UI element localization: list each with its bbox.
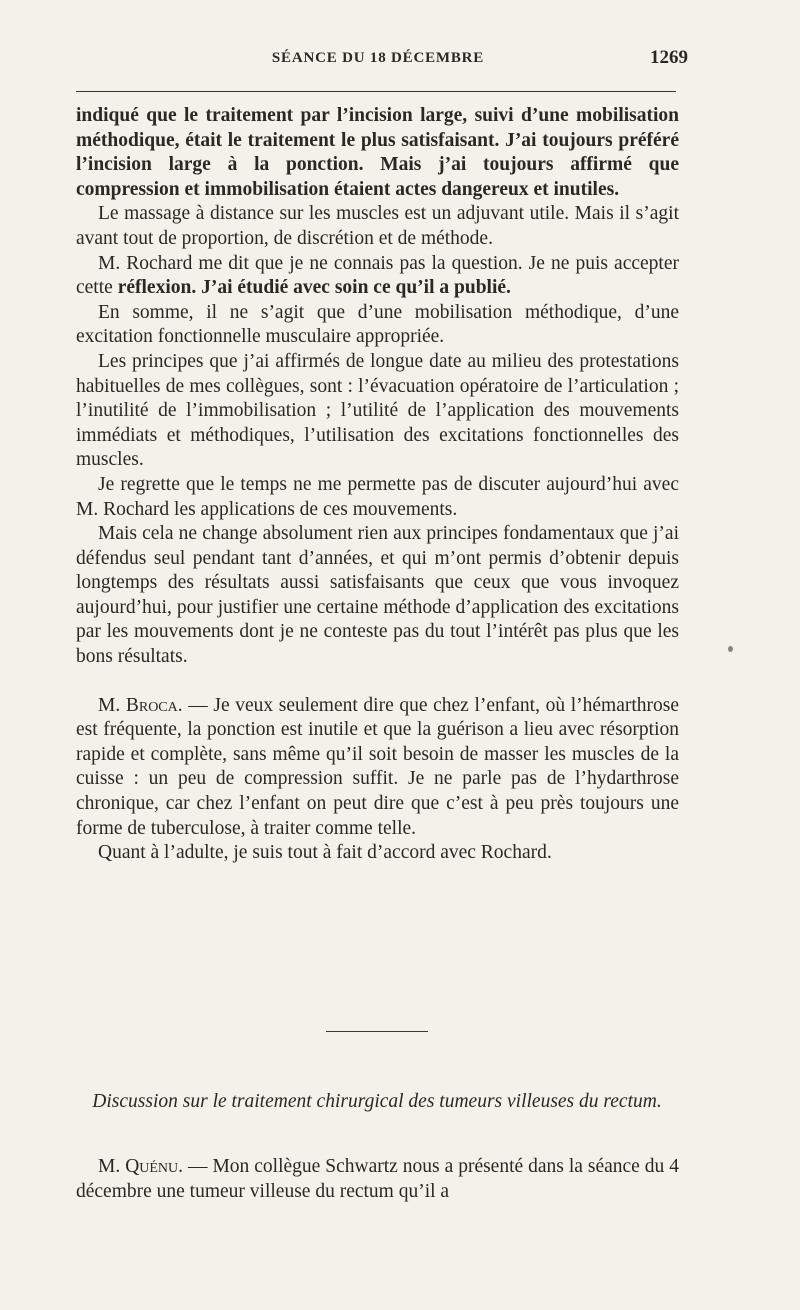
paragraph-3-part-a: M. Rochard me dit que je ne connais pas la question. Je ne puis accepter cette [76, 252, 679, 299]
quenu-text-content: . — Mon collègue Schwartz nous a présenté dans la séance du 4 décembre une tumeur villeuse du rectum qu’il a [76, 1156, 679, 1202]
paragraph-6: Je regrette que le temps ne me permette pas de discuter aujourd’hui avec M. Rochard les applications de ces mouvements. [76, 473, 679, 520]
running-title: SÉANCE DU 18 DÉCEMBRE [271, 50, 485, 66]
main-text [76, 104, 679, 866]
broca-text: . — Je veux seulement dire que chez l’enfant, où l’hémarthrose est fréquente, la ponction est inutile et que la guérison a lieu avec résorption rapide et complète, sans même qu’il soit besoin de masser les muscles de la cuisse : un peu de compression suffit. Je ne parle pas de l’hydarthrose chronique, car chez l’enfant on peut dire que c’est à peu près toujours une forme de tuberculose, à traiter comme telle. [76, 694, 679, 839]
quenu-text [76, 1155, 679, 1204]
ink-speck [728, 646, 733, 652]
speaker-prefix: M. [98, 1156, 126, 1177]
speaker-name-quenu: Quénu [125, 1156, 179, 1177]
paragraph-quenu [76, 1155, 679, 1204]
header-rule [76, 91, 676, 92]
paragraph-4: En somme, il ne s’agit que d’une mobilisation méthodique, d’une excitation fonctionnelle musculaire appropriée. [76, 301, 679, 348]
paragraph-3 [76, 252, 679, 301]
speaker-prefix: M. [98, 694, 126, 716]
paragraph-7: Mais cela ne change absolument rien aux principes fondamentaux que j’ai défendus seul pendant tant d’années, et qui m’ont permis d’obtenir depuis longtemps des résultats aussi satisfaisants que ceux que vous invoquez aujourd’hui, pour justifier une certaine méthode d’application des excitations par les mouvements dont je ne conteste pas du tout l’intérêt pas plus que les bons résultats. [76, 523, 679, 668]
page-number: 1269 [650, 47, 688, 68]
paragraph-3-part-b: réflexion. J’ai étudié avec soin ce qu’il a publié. [117, 277, 511, 299]
paragraph-2: Le massage à distance sur les muscles est un adjuvant utile. Mais il s’agit avant tout de proportion, de discrétion et de méthode. [76, 203, 679, 249]
spacer [76, 670, 679, 694]
paragraph-1: indiqué que le traitement par l’incision large, suivi d’une mobilisation méthodique, était le traitement le plus satisfaisant. J’ai toujours préféré l’incision large à la ponction. Mais j’ai toujours affirmé que compression et immobilisation étaient actes dangereux et inutiles. [76, 105, 679, 200]
speaker-name-broca: Broca [125, 694, 178, 716]
paragraph-broca-closing: Quant à l’adulte, je suis tout à fait d’accord avec Rochard. [98, 842, 552, 864]
running-head [76, 47, 688, 74]
paragraph-broca [76, 694, 679, 842]
section-separator [326, 1031, 428, 1032]
paragraph-5: Les principes que j’ai affirmés de longue date au milieu des protestations habituelles de mes collègues, sont : l’évacuation opératoire de l’articulation ; l’inutilité de l’immobilisation ; l’utilité de l’application des mouvements immédiats et méthodiques, l’utilisation des excitations fonctionnelles des muscles. [76, 350, 679, 471]
section-title: Discussion sur le traitement chirurgical des tumeurs villeuses du rectum. [92, 1091, 662, 1112]
